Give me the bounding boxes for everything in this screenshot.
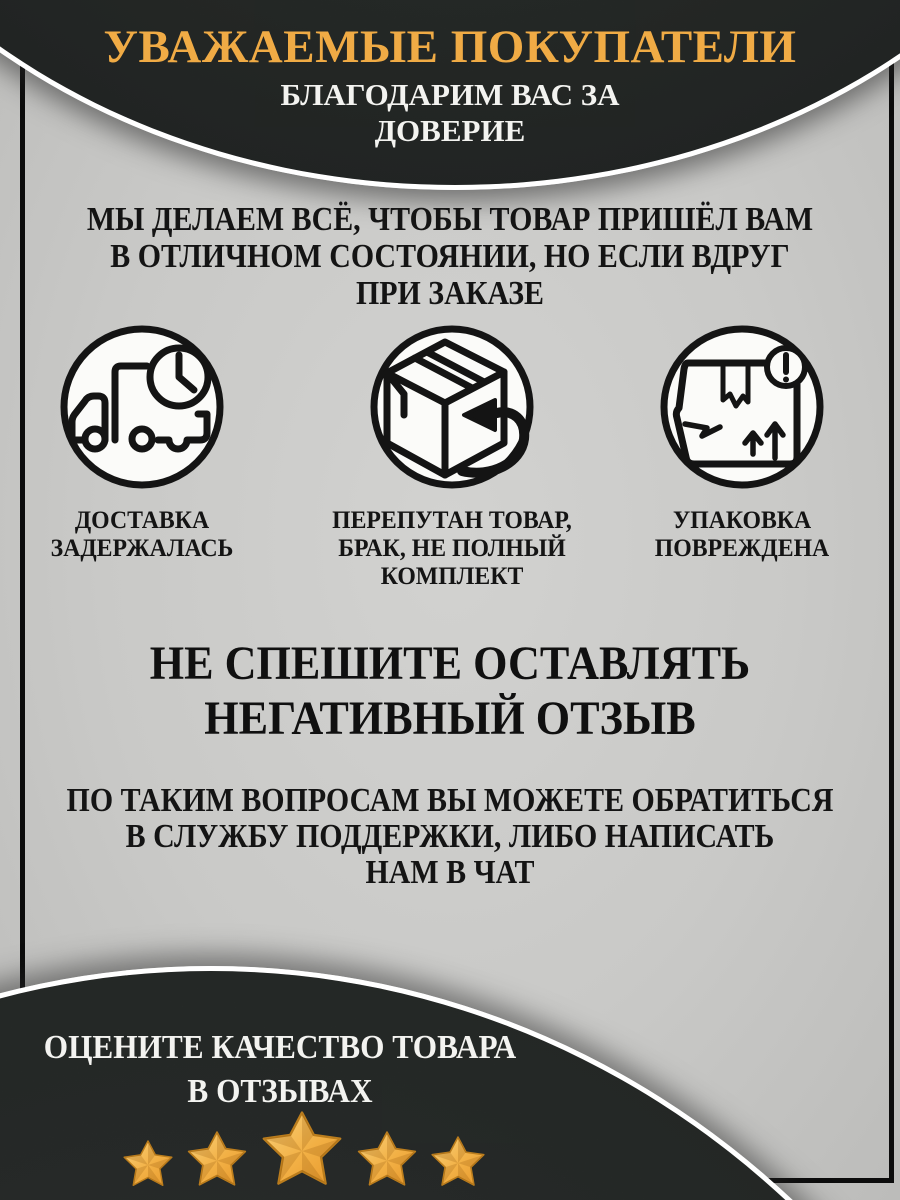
issue-label [600,507,885,563]
star-icon [122,1140,174,1188]
delivery-truck-clock-icon [57,322,227,492]
issue-card-damaged-package [592,322,892,563]
issue-label-line: ПОВРЕЖДЕНА [654,535,830,562]
star-icon [356,1131,418,1188]
issue-label-line: ДОСТАВКА [74,507,210,534]
issue-label-line: БРАК, НЕ ПОЛНЫЙ [338,535,566,562]
issue-label-line: УПАКОВКА [672,507,812,534]
damaged-package-icon [657,322,827,492]
page-title: УВАЖАЕМЫЕ ПОКУПАТЕЛИ [103,21,797,73]
header-subtitle-line1: БЛАГОДАРИМ ВАС ЗА [280,77,620,112]
footer-line-1: ОЦЕНИТЕ КАЧЕСТВО ТОВАРА [43,1029,517,1066]
rating-stars [104,1100,504,1188]
star-icon [430,1136,486,1188]
header-subtitle-line2: ДОВЕРИЕ [374,113,526,148]
issue-label [310,507,595,591]
support-line-1: ПО ТАКИМ ВОПРОСАМ ВЫ МОЖЕТЕ ОБРАТИТЬСЯ [66,782,834,819]
issue-label-line: ПЕРЕПУТАН ТОВАР, [332,507,572,534]
intro-line-3: ПРИ ЗАКАЗЕ [355,275,545,312]
support-line-3: НАМ В ЧАТ [365,854,535,891]
issue-card-wrong-item [302,322,602,591]
headline-line-2: НЕГАТИВНЫЙ ОТЗЫВ [204,692,696,745]
box-return-arrow-icon [367,322,537,492]
footer-line-2: В ОТЗЫВАХ [187,1073,373,1110]
issue-card-delivery [0,322,292,563]
issue-label-line: ЗАДЕРЖАЛАСЬ [50,535,234,562]
main-headline [36,636,864,746]
support-line-2: В СЛУЖБУ ПОДДЕРЖКИ, ЛИБО НАПИСАТЬ [125,818,775,855]
issue-label [0,507,285,563]
star-icon [186,1131,248,1188]
support-paragraph [54,783,846,891]
intro-line-2: В ОТЛИЧНОМ СОСТОЯНИИ, НО ЕСЛИ ВДРУГ [110,238,790,275]
star-icon [260,1111,344,1188]
headline-line-1: НЕ СПЕШИТЕ ОСТАВЛЯТЬ [149,637,751,690]
intro-line-1: МЫ ДЕЛАЕМ ВСЁ, ЧТОБЫ ТОВАР ПРИШЁЛ ВАМ [86,201,814,238]
intro-paragraph [54,201,846,312]
issue-label-line: КОМПЛЕКТ [380,563,524,590]
